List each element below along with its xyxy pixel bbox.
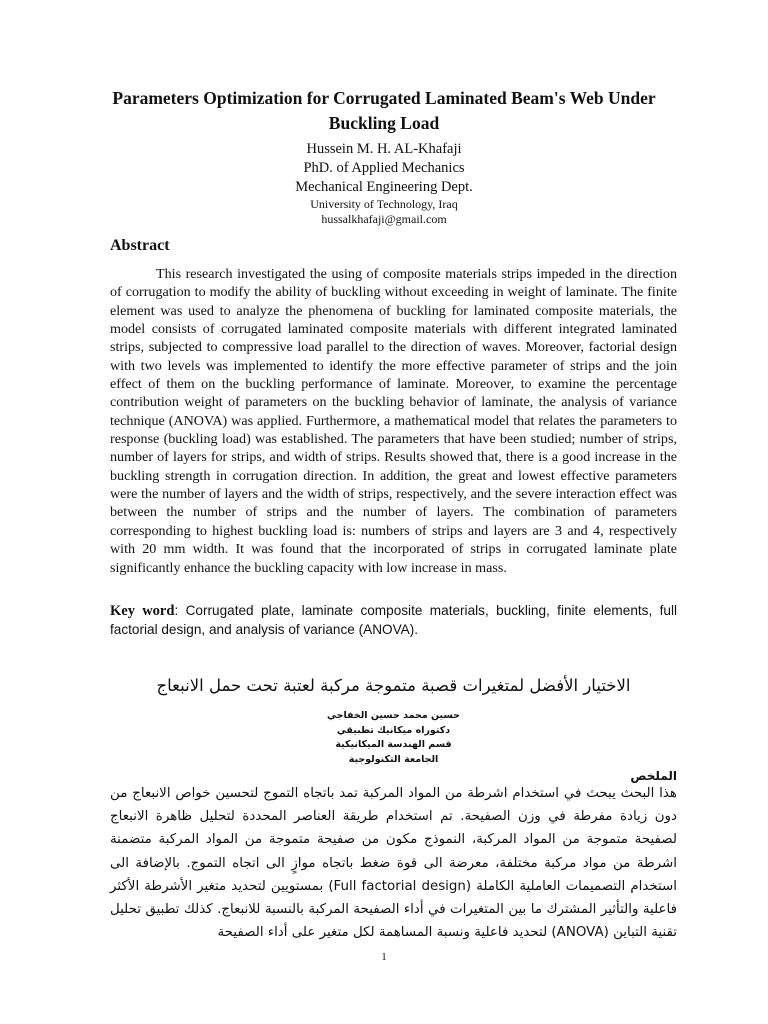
keywords-paragraph	[110, 602, 677, 639]
author-block	[110, 140, 658, 227]
author-affiliation: University of Technology, Iraq	[310, 197, 458, 211]
keywords-text: : Corrugated plate, laminate composite materials, buckling, finite elements, full factorial design, and analysis of variance (ANOVA).	[110, 603, 678, 637]
arabic-author-name: حسين محمد حسين الخفاجي	[327, 710, 460, 721]
author-degree: PhD. of Applied Mechanics	[303, 160, 465, 176]
arabic-author-degree: دكتوراه ميكانيك تطبيقي	[336, 724, 451, 736]
arabic-abstract-body: هذا البحث يبحث في استخدام اشرطة من المواد المركبة تمد باتجاه التموج لتحسين خواص الانبعاج من دون زيادة مفرطة في وزن الصفيحة. تم استخدام طريقة العناصر المحددة لتحليل ظاهرة الانبعاج لصفيحة متموجة من المواد المركبة، النموذج مكون من صفيحة متموجة من المواد المركبة متضمنة اشرطة من مواد مركبة مختلفة، معرضة الى قوة ضغط باتجاه موازٍ الى اتجاه التموج. بالإضافة الى استخدام التصميمات العاملية الكاملة (Full factorial design) بمستويين لتحديد متغير الأشرطة الأكثر فاعلية والتأثير المشترك ما بين المتغيرات في أداء الصفيحة المركبة بالنسبة للانبعاج. كذلك تطبيق تحليل تقنية التباين (ANOVA) لتحديد فاعلية ونسبة المساهمة لكل متغير على أداء الصفيحة	[110, 786, 677, 941]
arabic-abstract-heading: الملخص	[630, 769, 677, 783]
arabic-title: الاختيار الأفضل لمتغيرات قصبة متموجة مركبة لعتبة تحت حمل الانبعاج	[156, 676, 631, 695]
abstract-heading: Abstract	[110, 237, 170, 254]
abstract-body: This research investigated the using of composite materials strips impeded in the direction of corrugation to modify the ability of buckling without exceeding in weight of laminate. The finite element was used to analyze the phenomena of buckling for laminated composite materials, the model consists of corrugated laminated composite materials with different integrated laminated strips, subjected to compressive load parallel to the direction of waves. Moreover, factorial design with two levels was implemented to identify the more effective parameter of strips and the join effect of them on the buckling performance of laminate. Moreover, to examine the percentage contribution weight of parameters on the buckling behavior of laminate, the analysis of variance technique (ANOVA) was applied. Furthermore, a mathematical model that relates the parameters to response (buckling load) was established. The parameters that have been studied; number of strips, number of layers for strips, and width of strips. Results showed that, there is a good increase in the buckling strength in corrugation direction. In addition, the great and lowest effective parameters were the number of layers and the width of strips, respectively, and the severe interaction effect was between the number of strips and the number of layers. The combination of parameters corresponding to highest buckling load is: numbers of strips and layers are 3 and 4, respectively with 20 mm width. It was found that the incorporated of strips in corrugated laminate plate significantly enhance the buckling capacity with low increase in mass.	[110, 266, 677, 576]
arabic-author-affiliation: الجامعة التكنولوجية	[348, 753, 439, 765]
author-department: Mechanical Engineering Dept.	[295, 179, 473, 195]
arabic-author-department: قسم الهندسة الميكانيكية	[335, 739, 452, 750]
arabic-author-block	[110, 709, 677, 767]
author-email: hussalkhafaji@gmail.com	[321, 212, 447, 226]
page-number: 1	[381, 951, 387, 963]
author-name: Hussein M. H. AL-Khafaji	[306, 141, 462, 157]
paper-title: Parameters Optimization for Corrugated Laminated Beam's Web Under Buckling Load	[112, 88, 656, 133]
keywords-label: Key word	[110, 603, 175, 619]
